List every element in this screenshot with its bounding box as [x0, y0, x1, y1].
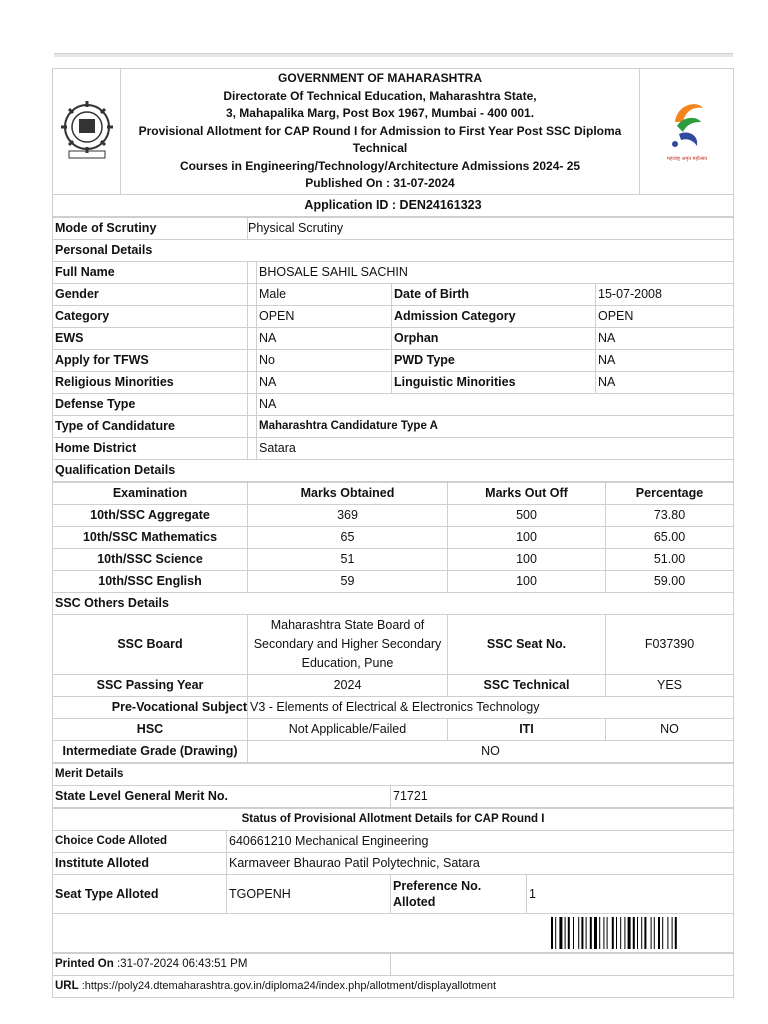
preference-value: 1	[527, 874, 734, 913]
iti-value: NO	[606, 718, 734, 740]
scrutiny-label: Mode of Scrutiny	[53, 217, 248, 239]
top-rule	[54, 53, 733, 57]
ssc-others-heading: SSC Others Details	[53, 592, 734, 614]
drawing-label: Intermediate Grade (Drawing)	[53, 740, 248, 762]
ssc-technical-value: YES	[606, 674, 734, 696]
allotment-letter	[52, 68, 734, 998]
category-label: Category	[53, 305, 248, 327]
barcode-bar	[624, 917, 625, 949]
barcode-bar	[616, 917, 617, 949]
exam-name: 10th/SSC English	[53, 570, 248, 592]
ssc-year-label: SSC Passing Year	[53, 674, 248, 696]
hsc-value: Not Applicable/Failed	[248, 718, 448, 740]
exam-name: 10th/SSC Science	[53, 548, 248, 570]
ews-value: NA	[257, 327, 392, 349]
drawing-value: NO	[248, 740, 734, 762]
institute-label: Institute Alloted	[53, 852, 227, 874]
candidature-value: Maharashtra Candidature Type A	[257, 415, 734, 437]
barcode-bar	[654, 917, 655, 949]
merit-table	[52, 763, 734, 808]
qualification-heading: Qualification Details	[53, 459, 734, 481]
orphan-value: NA	[596, 327, 734, 349]
category-value: OPEN	[257, 305, 392, 327]
ssc-seat-label: SSC Seat No.	[448, 614, 606, 674]
percentage: 51.00	[606, 548, 734, 570]
merit-label: State Level General Merit No.	[53, 785, 391, 807]
barcode-bar	[586, 917, 587, 949]
barcode-bar	[603, 917, 604, 949]
barcode-bar	[568, 917, 570, 949]
gender-label: Gender	[53, 283, 248, 305]
dob-value: 15-07-2008	[596, 283, 734, 305]
merit-heading: Merit Details	[53, 763, 734, 785]
personal-table	[52, 217, 734, 482]
preference-label: Preference No. Alloted	[391, 874, 527, 913]
marks-obtained: 369	[248, 504, 448, 526]
col-marks-out-off: Marks Out Off	[448, 482, 606, 504]
footer-table	[52, 953, 734, 998]
orphan-label: Orphan	[392, 327, 596, 349]
barcode-bar	[607, 917, 608, 949]
allotment-title: Status of Provisional Allotment Details for CAP Round I	[53, 808, 734, 830]
barcode-cell	[53, 913, 734, 952]
gender-value: Male	[257, 283, 392, 305]
marks-out-off: 100	[448, 526, 606, 548]
barcode-bar	[641, 917, 642, 949]
choice-code-label: Choice Code Alloted	[53, 830, 227, 852]
district-label: Home District	[53, 437, 248, 459]
pwd-label: PWD Type	[392, 349, 596, 371]
district-value: Satara	[257, 437, 734, 459]
barcode-bar	[667, 917, 668, 949]
url-label: URL	[55, 980, 79, 992]
barcode-bar	[662, 917, 663, 949]
logo-caption: महाराष्ट्र अमृत महोत्सव	[666, 156, 707, 163]
full-name-label: Full Name	[53, 261, 248, 283]
barcode-bar	[594, 917, 597, 949]
admission-category-value: OPEN	[596, 305, 734, 327]
religious-value: NA	[257, 371, 392, 393]
pwd-value: NA	[596, 349, 734, 371]
barcode-bar	[675, 917, 677, 949]
prevoc-value: V3 - Elements of Electrical & Electronics Technology	[248, 696, 734, 718]
candidature-label: Type of Candidature	[53, 415, 248, 437]
header-line-4: Provisional Allotment for CAP Round I for Admission to First Year Post SSC Diploma Technical	[138, 123, 622, 155]
linguistic-value: NA	[596, 371, 734, 393]
table-row	[53, 504, 734, 526]
ssc-board-value: Maharashtra State Board of Secondary and Higher Secondary Education, Pune	[248, 614, 448, 674]
header-table	[52, 68, 734, 217]
printed-value: :31-07-2024 06:43:51 PM	[113, 958, 248, 970]
printed-label: Printed On	[55, 958, 114, 970]
col-marks-obtained: Marks Obtained	[248, 482, 448, 504]
dob-label: Date of Birth	[392, 283, 596, 305]
exam-name: 10th/SSC Aggregate	[53, 504, 248, 526]
col-percentage: Percentage	[606, 482, 734, 504]
barcode-bar	[573, 917, 574, 949]
barcode-icon	[551, 917, 719, 949]
scrutiny-value: Physical Scrutiny	[248, 217, 734, 239]
url-value: :https://poly24.dtemaharashtra.gov.in/diploma24/index.php/allotment/displayallotment	[78, 980, 497, 992]
percentage: 65.00	[606, 526, 734, 548]
merit-value: 71721	[391, 785, 734, 807]
barcode-bar	[672, 917, 673, 949]
marks-obtained: 65	[248, 526, 448, 548]
admission-category-label: Admission Category	[392, 305, 596, 327]
institute-value: Karmaveer Bhaurao Patil Polytechnic, Satara	[227, 852, 734, 874]
col-examination: Examination	[53, 482, 248, 504]
marks-obtained: 59	[248, 570, 448, 592]
table-row	[53, 570, 734, 592]
page-url	[53, 975, 734, 997]
marks-out-off: 500	[448, 504, 606, 526]
header-line-2: Directorate Of Technical Education, Maharashtra State,	[223, 88, 537, 103]
ssc-board-label: SSC Board	[53, 614, 248, 674]
header-text	[121, 69, 640, 195]
marks-table	[52, 482, 734, 763]
full-name-value: BHOSALE SAHIL SACHIN	[257, 261, 734, 283]
ews-label: EWS	[53, 327, 248, 349]
barcode-bar	[599, 917, 600, 949]
published-date: Published On : 31-07-2024	[305, 176, 455, 190]
percentage: 73.80	[606, 504, 734, 526]
header-line-1: GOVERNMENT OF MAHARASHTRA	[278, 71, 482, 85]
tfws-value: No	[257, 349, 392, 371]
choice-code-value: 640661210 Mechanical Engineering	[227, 830, 734, 852]
marks-out-off: 100	[448, 548, 606, 570]
defense-value: NA	[257, 393, 734, 415]
ssc-seat-value: F037390	[606, 614, 734, 674]
barcode-bar	[565, 917, 566, 949]
prevoc-label: Pre-Vocational Subject	[53, 696, 248, 718]
barcode-bar	[628, 917, 631, 949]
barcode-bar	[637, 917, 638, 949]
header-line-5: Courses in Engineering/Technology/Architecture Admissions 2024- 25	[179, 158, 581, 173]
allotment-table	[52, 808, 734, 953]
iti-label: ITI	[448, 718, 606, 740]
table-row	[53, 548, 734, 570]
barcode-bar	[590, 917, 592, 949]
barcode-bar	[612, 917, 614, 949]
barcode-bar	[559, 917, 562, 949]
ssc-technical-label: SSC Technical	[448, 674, 606, 696]
dte-seal-icon	[53, 69, 121, 195]
seat-type-value: TGOPENH	[227, 874, 391, 913]
barcode-bar	[581, 917, 583, 949]
table-row	[53, 526, 734, 548]
personal-details-heading: Personal Details	[53, 239, 734, 261]
ssc-year-value: 2024	[248, 674, 448, 696]
defense-label: Defense Type	[53, 393, 248, 415]
barcode-bar	[658, 917, 660, 949]
printed-on	[53, 953, 391, 975]
exam-name: 10th/SSC Mathematics	[53, 526, 248, 548]
barcode-bar	[633, 917, 635, 949]
barcode-bar	[620, 917, 621, 949]
header-line-3: 3, Mahapalika Marg, Post Box 1967, Mumbai - 400 001.	[225, 106, 535, 120]
barcode-bar	[555, 917, 556, 949]
barcode-bar	[651, 917, 652, 949]
barcode-bar	[578, 917, 579, 949]
barcode-bar	[644, 917, 646, 949]
marks-out-off: 100	[448, 570, 606, 592]
hsc-label: HSC	[53, 718, 248, 740]
linguistic-label: Linguistic Minorities	[392, 371, 596, 393]
seat-type-label: Seat Type Alloted	[53, 874, 227, 913]
application-id: Application ID : DEN24161323	[53, 194, 734, 216]
tfws-label: Apply for TFWS	[53, 349, 248, 371]
religious-label: Religious Minorities	[53, 371, 248, 393]
tricolor-swirl-logo-icon	[640, 69, 734, 195]
marks-obtained: 51	[248, 548, 448, 570]
barcode-bar	[551, 917, 553, 949]
percentage: 59.00	[606, 570, 734, 592]
